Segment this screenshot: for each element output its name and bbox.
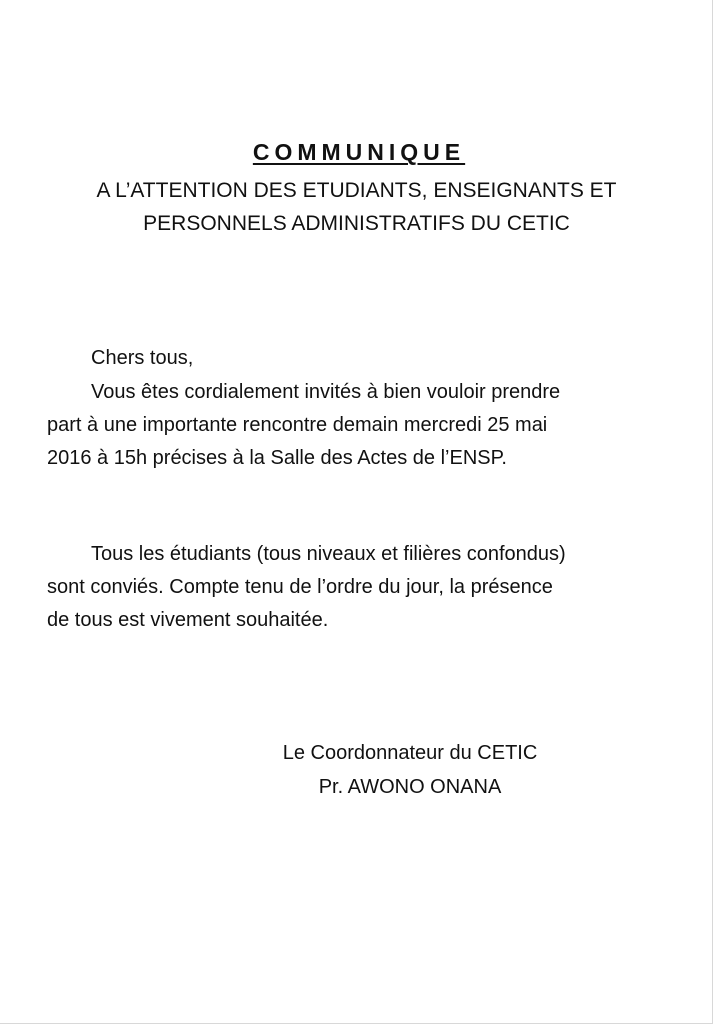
- greeting-text: Chers tous,: [91, 347, 194, 369]
- paragraph-line: 2016 à 15h précises à la Salle des Actes de l’ENSP.: [47, 447, 507, 469]
- paragraph-line: sont conviés. Compte tenu de l’ordre du jour, la présence: [47, 576, 553, 598]
- paragraph-line: Tous les étudiants (tous niveaux et filières confondus): [91, 543, 566, 565]
- paragraph-attendance: [47, 538, 669, 637]
- subtitle-line-1: A L’ATTENTION DES ETUDIANTS, ENSEIGNANTS ET: [96, 179, 617, 202]
- document-subtitle: [30, 174, 683, 240]
- signature-block: [200, 736, 620, 804]
- signature-name: Pr. AWONO ONANA: [318, 776, 502, 798]
- paragraph-line: part à une importante rencontre demain mercredi 25 mai: [47, 414, 548, 436]
- document-title: COMMUNIQUE: [252, 139, 466, 165]
- greeting: [47, 342, 669, 375]
- paragraph-invitation: [47, 376, 669, 475]
- subtitle-line-2: PERSONNELS ADMINISTRATIFS DU CETIC: [143, 212, 570, 235]
- paragraph-line: de tous est vivement souhaitée.: [47, 609, 329, 631]
- signature-role: Le Coordonnateur du CETIC: [282, 742, 538, 764]
- paragraph-line: Vous êtes cordialement invités à bien vouloir prendre: [91, 381, 561, 403]
